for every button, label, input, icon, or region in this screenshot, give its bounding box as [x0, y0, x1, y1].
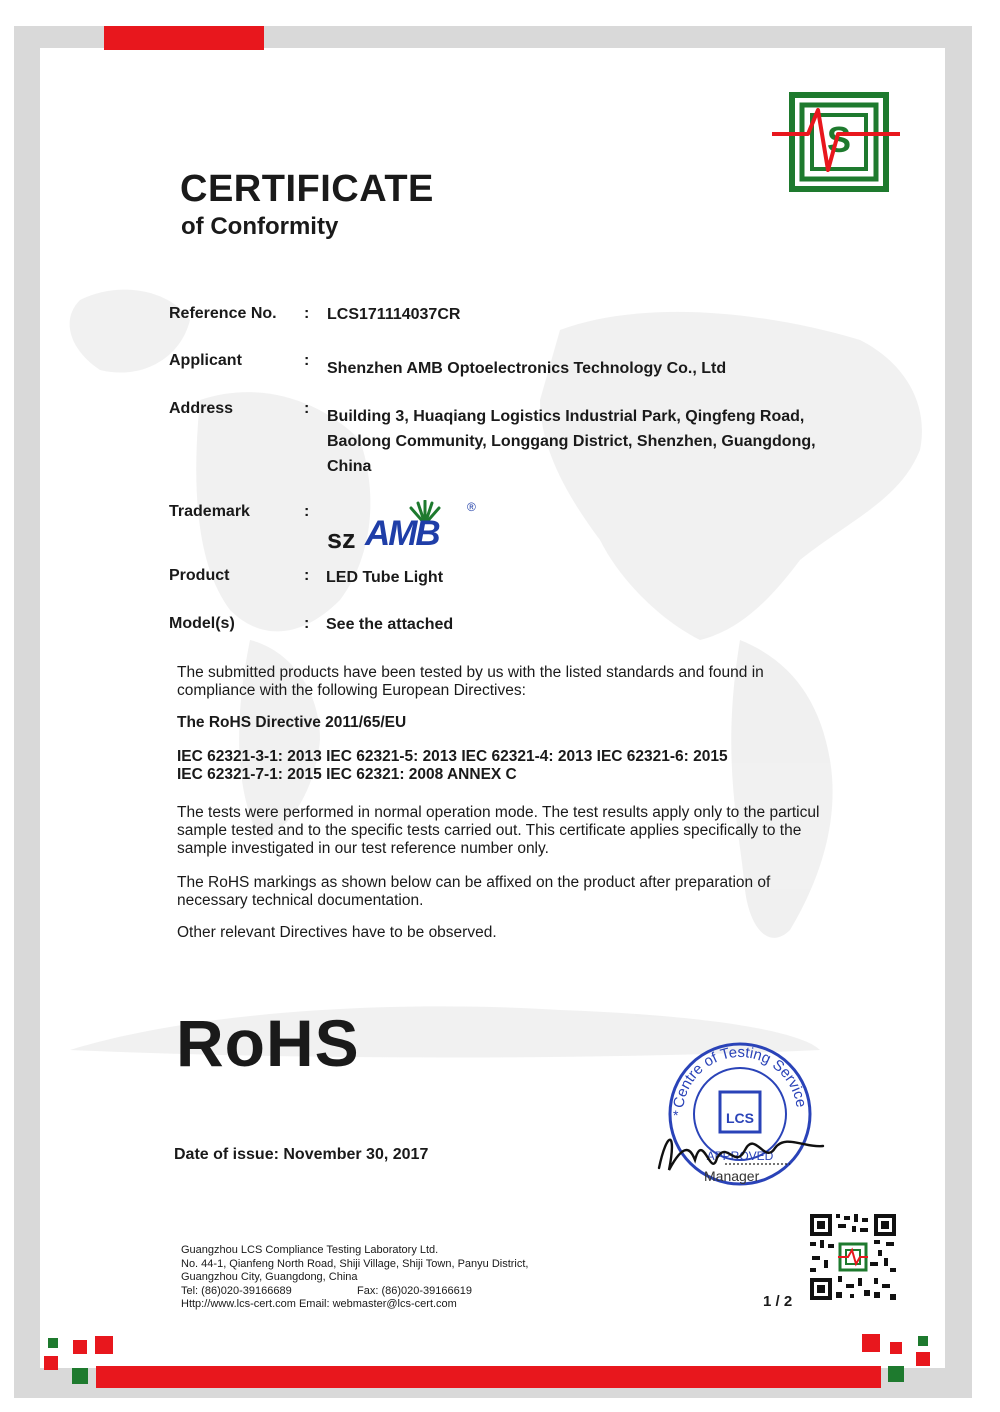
approval-stamp — [655, 1030, 825, 1190]
manager-label: Manager — [704, 1168, 760, 1184]
qr-code — [808, 1212, 898, 1302]
lab-address-footer — [181, 1244, 529, 1312]
lcs-logo — [770, 92, 904, 192]
standards-list — [177, 748, 857, 784]
trademark-label: Trademark — [169, 503, 250, 520]
text-line: The tests were performed in normal operation mode. The test results apply only to the particul — [177, 804, 820, 821]
stamp-center-text: LCS — [726, 1110, 754, 1126]
address-line: Building 3, Huaqiang Logistics Industrial Park, Qingfeng Road, — [327, 408, 805, 425]
address-value — [327, 404, 816, 479]
footer-email: Email: webmaster@lcs-cert.com — [298, 1298, 457, 1311]
lcs-logo-letter: S — [826, 119, 852, 160]
colon: : — [304, 352, 310, 369]
colon: : — [304, 400, 310, 417]
text-line: necessary technical documentation. — [177, 892, 424, 909]
address-label: Address — [169, 400, 234, 417]
issue-date: Date of issue: November 30, 2017 — [174, 1146, 429, 1163]
intro-paragraph — [177, 664, 857, 700]
product-label: Product — [169, 567, 230, 584]
models-label: Model(s) — [169, 615, 235, 632]
text-line: The submitted products have been tested by us with the listed standards and found in — [177, 664, 764, 681]
footer-line: Guangzhou LCS Compliance Testing Laboratory Ltd. — [181, 1244, 439, 1256]
page-number: 1 / 2 — [763, 1293, 793, 1310]
applicant-value: Shenzhen AMB Optoelectronics Technology Co., Ltd — [327, 360, 727, 377]
stamp-bottom-text: APPROVED — [706, 1149, 774, 1163]
rohs-mark: RoHS — [176, 1006, 360, 1080]
other-directives-text: Other relevant Directives have to be observed. — [177, 924, 497, 941]
colon: : — [304, 503, 310, 520]
applicant-label: Applicant — [169, 352, 242, 369]
colon: : — [304, 305, 310, 322]
text-line: sample investigated in our test reference number only. — [177, 840, 549, 857]
trademark-prefix: sz — [327, 524, 356, 554]
text-line: sample tested and to the specific tests carried out. This certificate applies specifically to the — [177, 822, 802, 839]
markings-paragraph — [177, 874, 857, 910]
text-line: IEC 62321-7-1: 2015 IEC 62321: 2008 ANNEX C — [177, 766, 517, 783]
footer-web: Http://www.lcs-cert.com — [181, 1298, 296, 1311]
text-line: The RoHS markings as shown below can be affixed on the product after preparation of — [177, 874, 771, 891]
certificate-title: CERTIFICATE — [180, 168, 434, 210]
trademark-name: AMB — [365, 514, 439, 553]
text-line: compliance with the following European Directives: — [177, 682, 526, 699]
footer-contact-row — [181, 1285, 529, 1299]
footer-tel: Tel: (86)020-39166689 — [181, 1284, 292, 1297]
address-line: Baolong Community, Longgang District, Shenzhen, Guangdong, — [327, 433, 816, 450]
tests-paragraph — [177, 804, 857, 858]
reference-label: Reference No. — [169, 305, 277, 322]
colon: : — [304, 567, 310, 584]
svg-text:*: * — [673, 1107, 679, 1123]
text-line: IEC 62321-3-1: 2013 IEC 62321-5: 2013 IEC 62321-4: 2013 IEC 62321-6: 2015 — [177, 748, 728, 765]
address-line: China — [327, 458, 372, 475]
registered-mark: ® — [467, 500, 476, 514]
stamp-ring-text: Centre of Testing Service — [670, 1043, 810, 1110]
footer-web-row — [181, 1298, 529, 1312]
footer-line: No. 44-1, Qianfeng North Road, Shiji Village, Shiji Town, Panyu District, — [181, 1257, 529, 1270]
directive-text: The RoHS Directive 2011/65/EU — [177, 714, 407, 731]
certificate-subtitle: of Conformity — [181, 213, 339, 240]
colon: : — [304, 615, 310, 632]
footer-line: Guangzhou City, Guangdong, China — [181, 1271, 358, 1284]
models-value: See the attached — [326, 616, 454, 633]
footer-fax: Fax: (86)020-39166619 — [357, 1284, 472, 1297]
product-value: LED Tube Light — [326, 569, 444, 586]
reference-value: LCS171114037CR — [327, 306, 461, 323]
